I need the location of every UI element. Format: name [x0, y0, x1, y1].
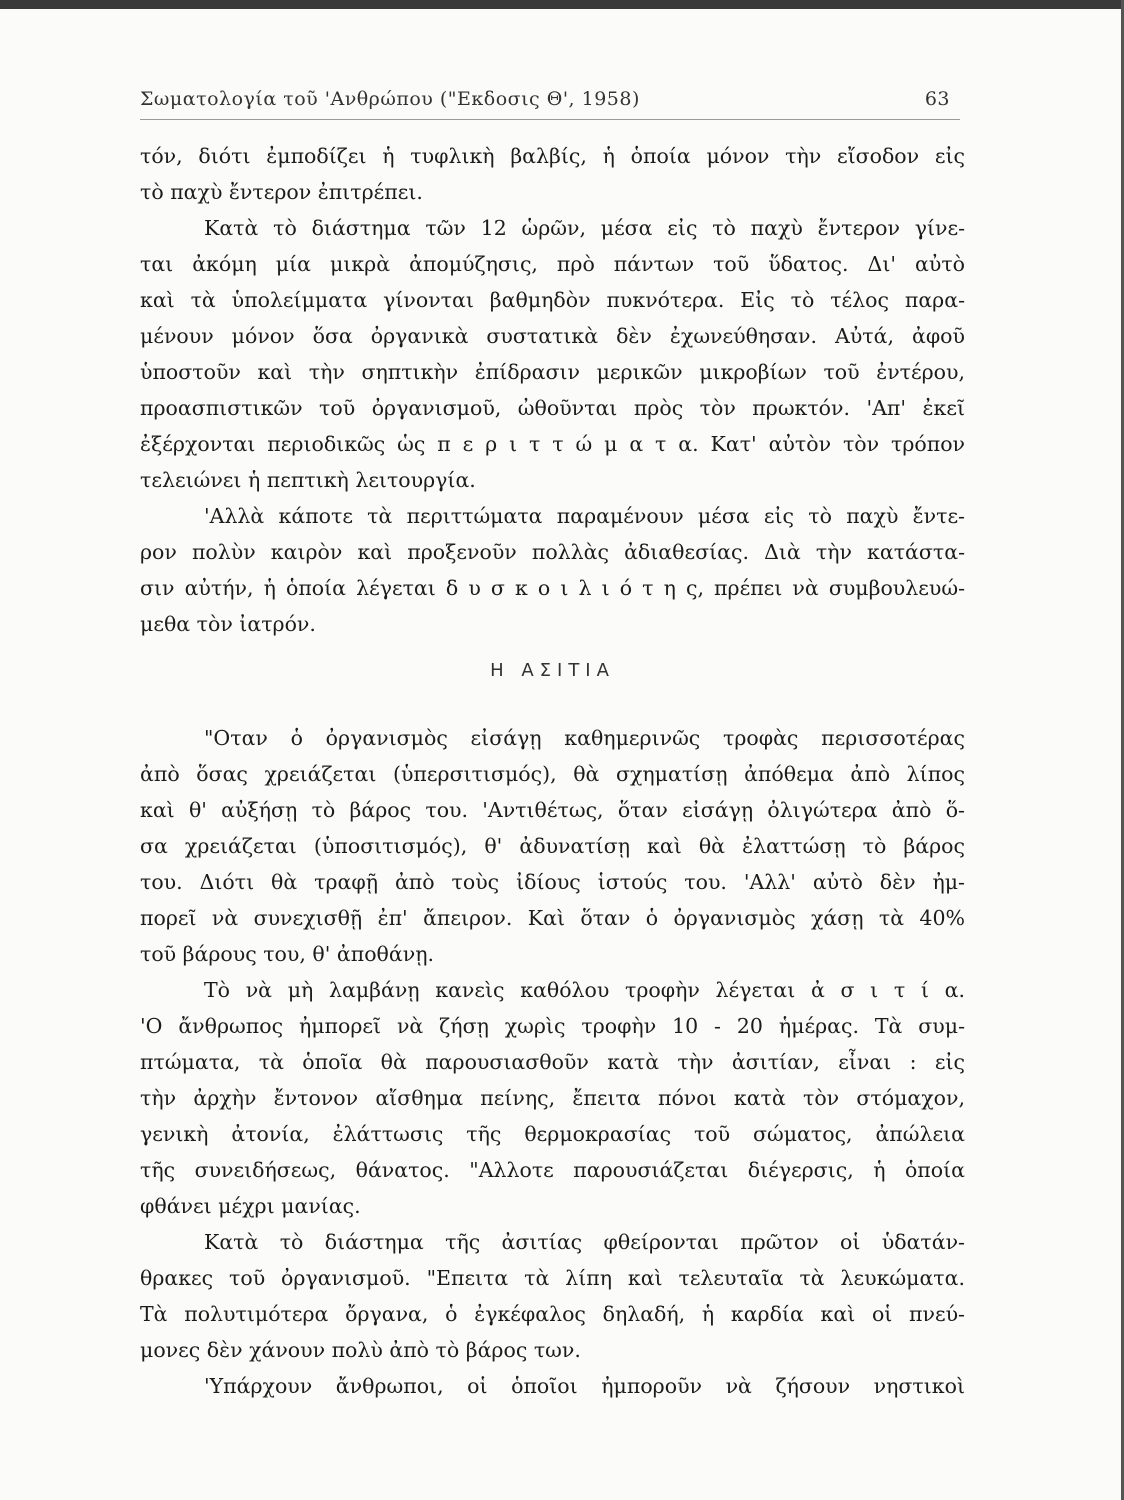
text-line: μένουν μόνον ὅσα ὀργανικὰ συστατικὰ δὲν ἐχωνεύθησαν. Αὐτά, ἀφοῦ: [140, 324, 965, 348]
text-line: καὶ θ' αὐξήσῃ τὸ βάρος του. 'Αντιθέτως, ὅταν εἰσάγῃ ὀλιγώτερα ἀπὸ ὅ-: [140, 798, 965, 822]
body-text-section-1: [140, 138, 965, 642]
running-title: Σωματολογία τοῦ 'Ανθρώπου ("Εκδοσις Θ', 1958): [140, 88, 640, 110]
text-line: ὑποστοῦν καὶ τὴν σηπτικὴν ἐπίδρασιν μερικῶν μικροβίων τοῦ ἐντέρου,: [140, 360, 965, 384]
text-line: τοῦ βάρους του, θ' ἀποθάνῃ.: [140, 942, 434, 966]
text-line: θρακες τοῦ ὀργανισμοῦ. "Επειτα τὰ λίπη καὶ τελευταῖα τὰ λευκώματα.: [140, 1266, 965, 1290]
text-line: προασπιστικῶν τοῦ ὀργανισμοῦ, ὠθοῦνται πρὸς τὸν πρωκτόν. 'Απ' ἐκεῖ: [140, 396, 965, 420]
text-line: πτώματα, τὰ ὁποῖα θὰ παρουσιασθοῦν κατὰ τὴν ἀσιτίαν, εἶναι : εἰς: [140, 1050, 965, 1074]
text-line: του. Διότι θὰ τραφῇ ἀπὸ τοὺς ἰδίους ἱστούς του. 'Αλλ' αὐτὸ δὲν ἠμ-: [140, 870, 965, 894]
text-line: σα χρειάζεται (ὑποσιτισμός), θ' ἀδυνατίσῃ καὶ θὰ ἐλαττώσῃ τὸ βάρος: [140, 834, 965, 858]
text-line: 'Αλλὰ κάποτε τὰ περιττώματα παραμένουν μέσα εἰς τὸ παχὺ ἔντε-: [204, 504, 965, 528]
text-line: γενικὴ ἀτονία, ἐλάττωσις τῆς θερμοκρασίας τοῦ σώματος, ἀπώλεια: [140, 1122, 965, 1146]
page-header: [140, 88, 960, 122]
body-text-section-2: [140, 720, 965, 1404]
text-line: ἀπὸ ὅσας χρειάζεται (ὑπερσιτισμός), θὰ σχηματίσῃ ἀπόθεμα ἀπὸ λίπος: [140, 762, 965, 786]
text-line: πορεῖ νὰ συνεχισθῇ ἐπ' ἄπειρον. Καὶ ὅταν ὁ ὀργανισμὸς χάσῃ τὰ 40%: [140, 906, 965, 930]
text-line: τόν, διότι ἐμποδίζει ἡ τυφλικὴ βαλβίς, ἡ ὁποία μόνον τὴν εἴσοδον εἰς: [140, 144, 965, 168]
text-line: ρον πολὺν καιρὸν καὶ προξενοῦν πολλὰς ἀδιαθεσίας. Διὰ τὴν κατάστα-: [140, 540, 965, 564]
text-line: 'Υπάρχουν ἄνθρωποι, οἱ ὁποῖοι ἠμποροῦν νὰ ζήσουν νηστικοὶ: [204, 1374, 965, 1398]
text-line: τῆς συνειδήσεως, θάνατος. "Αλλοτε παρουσιάζεται διέγερσις, ἡ ὁποία: [140, 1158, 965, 1182]
text-line: Τὸ νὰ μὴ λαμβάνῃ κανεὶς καθόλου τροφὴν λέγεται ἀ σ ι τ ί α.: [204, 978, 965, 1002]
text-line: σιν αὐτήν, ἡ ὁποία λέγεται δ υ σ κ ο ι λ ι ό τ η ς, πρέπει νὰ συμβουλευώ-: [140, 576, 965, 600]
header-rule: [140, 119, 960, 120]
text-line: καὶ τὰ ὑπολείμματα γίνονται βαθμηδὸν πυκνότερα. Εἰς τὸ τέλος παρα-: [140, 288, 965, 312]
text-line: φθάνει μέχρι μανίας.: [140, 1194, 361, 1218]
text-line: τελειώνει ἡ πεπτικὴ λειτουργία.: [140, 468, 476, 492]
text-line: 'Ο ἄνθρωπος ἠμπορεῖ νὰ ζήσῃ χωρὶς τροφὴν 10 - 20 ἡμέρας. Τὰ συμ-: [140, 1014, 965, 1038]
text-line: "Οταν ὁ ὀργανισμὸς εἰσάγῃ καθημερινῶς τροφὰς περισσοτέρας: [204, 726, 965, 750]
text-line: ἐξέρχονται περιοδικῶς ὡς π ε ρ ι τ τ ώ μ α τ α. Κατ' αὐτὸν τὸν τρόπον: [140, 432, 965, 456]
text-line: τὸ παχὺ ἔντερον ἐπιτρέπει.: [140, 180, 423, 204]
text-line: Κατὰ τὸ διάστημα τῶν 12 ὡρῶν, μέσα εἰς τὸ παχὺ ἔντερον γίνε-: [204, 216, 965, 240]
text-line: Κατὰ τὸ διάστημα τῆς ἀσιτίας φθείρονται πρῶτον οἱ ὑδατάν-: [204, 1230, 965, 1254]
text-line: μονες δὲν χάνουν πολὺ ἀπὸ τὸ βάρος των.: [140, 1338, 581, 1362]
text-line: τὴν ἀρχὴν ἔντονον αἴσθημα πείνης, ἔπειτα πόνοι κατὰ τὸν στόμαχον,: [140, 1086, 965, 1110]
section-heading: Η ΑΣΙΤΙΑ: [490, 660, 615, 681]
text-line: Τὰ πολυτιμότερα ὄργανα, ὁ ἐγκέφαλος δηλαδή, ἡ καρδία καὶ οἱ πνεύ-: [140, 1302, 965, 1326]
scan-edge-top: [0, 0, 1124, 9]
text-line: ται ἀκόμη μία μικρὰ ἀπομύζησις, πρὸ πάντων τοῦ ὕδατος. Δι' αὐτὸ: [140, 252, 965, 276]
page-number: 63: [924, 88, 950, 110]
text-line: μεθα τὸν ἰατρόν.: [140, 612, 316, 636]
